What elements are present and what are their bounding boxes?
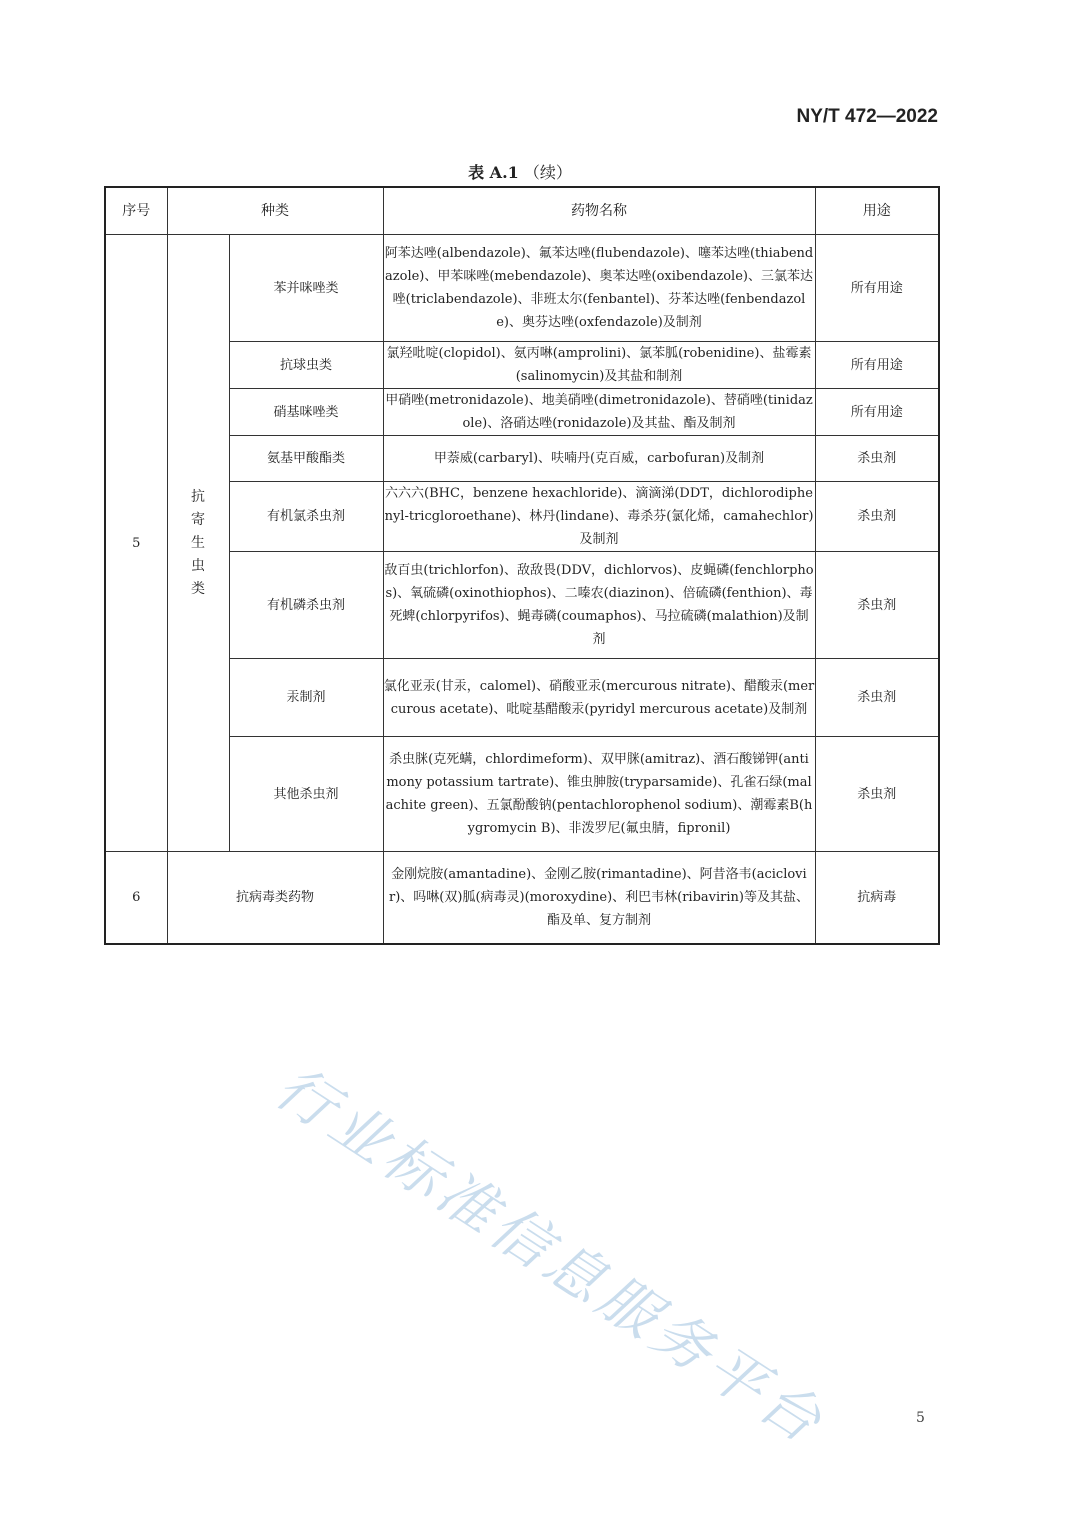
subcategory-cell: 其他杀虫剂 — [229, 737, 383, 852]
subcategory-cell: 有机磷杀虫剂 — [229, 552, 383, 659]
prohibited-drugs-table — [104, 186, 940, 945]
table-row — [105, 659, 939, 737]
drug-name-cell: 阿苯达唑(albendazole)、氟苯达唑(flubendazole)、噻苯达唑(thiabendazole)、甲苯咪唑(mebendazole)、奥苯达唑(oxibendazole)、三氯苯达唑(triclabendazole)、非班太尔(fenbantel)、芬苯达唑(fenbendazole)、奥芬达唑(oxfendazole)及制剂 — [383, 235, 815, 342]
subcategory-cell: 抗球虫类 — [229, 342, 383, 389]
table-row — [105, 389, 939, 436]
col-header-use: 用途 — [815, 187, 939, 235]
drug-name-cell: 敌百虫(trichlorfon)、敌敌畏(DDV，dichlorvos)、皮蝇磷(fenchlorphos)、氧硫磷(oxinothiophos)、二嗪农(diazinon)、倍硫磷(fenthion)、毒死蜱(chlorpyrifos)、蝇毒磷(coumaphos)、马拉硫磷(malathion)及制剂 — [383, 552, 815, 659]
use-cell: 杀虫剂 — [815, 737, 939, 852]
table-row — [105, 235, 939, 342]
use-cell: 抗病毒 — [815, 852, 939, 944]
table-row — [105, 737, 939, 852]
drug-name-cell: 杀虫脒(克死螨，chlordimeform)、双甲脒(amitraz)、酒石酸锑钾(antimony potassium tartrate)、锥虫胂胺(tryparsamide)、孔雀石绿(malachite green)、五氯酚酸钠(pentachlorophenol sodium)、潮霉素B(hygromycin B)、非泼罗尼(氟虫腈，fipronil) — [383, 737, 815, 852]
category-char: 生 — [191, 534, 205, 551]
table-header-row — [105, 187, 939, 235]
table-row — [105, 436, 939, 482]
use-cell: 杀虫剂 — [815, 436, 939, 482]
table-row — [105, 852, 939, 944]
category-cell-antiparasitic — [167, 235, 229, 852]
drug-name-cell: 氯羟吡啶(clopidol)、氨丙啉(amprolini)、氯苯胍(robenidine)、盐霉素(salinomycin)及其盐和制剂 — [383, 342, 815, 389]
drug-name-cell: 氯化亚汞(甘汞，calomel)、硝酸亚汞(mercurous nitrate)、醋酸汞(mercurous acetate)、吡啶基醋酸汞(pyridyl mercurous acetate)及制剂 — [383, 659, 815, 737]
use-cell: 杀虫剂 — [815, 659, 939, 737]
use-cell: 所有用途 — [815, 235, 939, 342]
col-header-drug-name: 药物名称 — [383, 187, 815, 235]
category-char: 抗 — [191, 488, 205, 505]
table-row — [105, 552, 939, 659]
page-number: 5 — [916, 1410, 925, 1426]
drug-name-cell: 六六六(BHC，benzene hexachloride)、滴滴涕(DDT，dichlorodiphenyl-tricgloroethane)、林丹(lindane)、毒杀芬(氯化烯，camahechlor)及制剂 — [383, 482, 815, 552]
table-row — [105, 482, 939, 552]
col-header-seq: 序号 — [105, 187, 167, 235]
table-caption-continued: （续） — [523, 163, 572, 182]
table-caption — [0, 160, 1040, 183]
drug-name-cell: 金刚烷胺(amantadine)、金刚乙胺(rimantadine)、阿昔洛韦(aciclovir)、吗啉(双)胍(病毒灵)(moroxydine)、利巴韦林(ribavirin)等及其盐、酯及单、复方制剂 — [383, 852, 815, 944]
drug-name-cell: 甲硝唑(metronidazole)、地美硝唑(dimetronidazole)、替硝唑(tinidazole)、洛硝达唑(ronidazole)及其盐、酯及制剂 — [383, 389, 815, 436]
use-cell: 所有用途 — [815, 342, 939, 389]
subcategory-cell: 苯并咪唑类 — [229, 235, 383, 342]
watermark: 行业标准信息服务平台 — [263, 1052, 838, 1459]
subcategory-cell: 汞制剂 — [229, 659, 383, 737]
subcategory-cell: 有机氯杀虫剂 — [229, 482, 383, 552]
category-char: 虫 — [191, 557, 205, 574]
col-header-category: 种类 — [167, 187, 383, 235]
standard-number: NY/T 472—2022 — [796, 106, 938, 127]
subcategory-cell: 硝基咪唑类 — [229, 389, 383, 436]
seq-cell: 5 — [105, 235, 167, 852]
table-row — [105, 342, 939, 389]
category-char: 寄 — [191, 511, 205, 528]
subcategory-cell: 氨基甲酸酯类 — [229, 436, 383, 482]
category-cell-antiviral: 抗病毒类药物 — [167, 852, 383, 944]
table-caption-label: 表 A.1 — [468, 163, 519, 182]
use-cell: 所有用途 — [815, 389, 939, 436]
category-char: 类 — [191, 580, 205, 597]
use-cell: 杀虫剂 — [815, 552, 939, 659]
use-cell: 杀虫剂 — [815, 482, 939, 552]
seq-cell: 6 — [105, 852, 167, 944]
drug-name-cell: 甲萘威(carbaryl)、呋喃丹(克百威，carbofuran)及制剂 — [383, 436, 815, 482]
